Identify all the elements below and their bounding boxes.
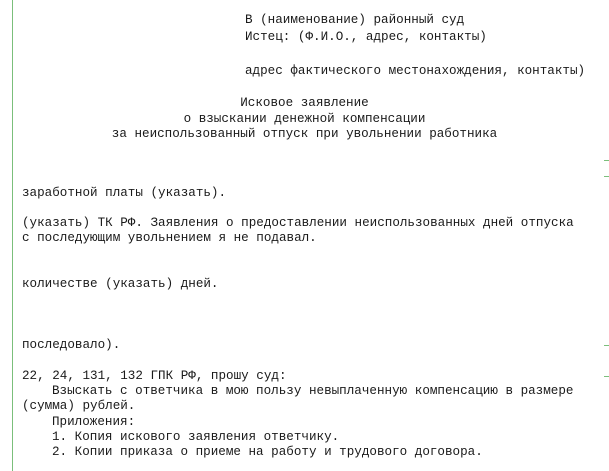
document-subtitle: за неиспользованный отпуск при увольнении работника <box>111 127 498 141</box>
body-line: (указать) ТК РФ. Заявления о предоставлении неиспользованных дней отпуска <box>22 216 574 230</box>
document-subtitle: о взыскании денежной компенсации <box>183 112 426 126</box>
document-title: Исковое заявление <box>240 96 369 110</box>
right-margin-tick <box>604 160 609 161</box>
body-line: последовало). <box>22 338 121 352</box>
body-line: заработной платы (указать). <box>22 186 227 200</box>
body-line <box>22 170 604 185</box>
left-margin-rule <box>12 0 13 471</box>
plaintiff-line: Истец: (Ф.И.О., адрес, контакты) <box>245 30 487 44</box>
body-line <box>52 246 604 261</box>
body-line <box>52 292 604 307</box>
body-line <box>52 354 604 369</box>
body-line: с последующим увольнением я не подавал. <box>22 231 317 245</box>
body-line <box>22 262 604 277</box>
right-margin-tick <box>604 176 609 177</box>
defendant-address-line: адрес фактического местонахождения, контакты) <box>245 64 586 78</box>
court-line: В (наименование) районный суд <box>245 13 465 27</box>
body-line: 22, 24, 131, 132 ГПК РФ, прошу суд: <box>22 369 287 383</box>
body-line <box>52 155 604 170</box>
body-line <box>52 201 604 216</box>
right-margin-tick <box>604 376 609 377</box>
body-line: Взыскать с ответчика в мою пользу невыплаченную компенсацию в размере <box>52 384 574 398</box>
attachment-item: 1. Копия искового заявления ответчику. <box>52 430 340 444</box>
attachment-item: 2. Копии приказа о приеме на работу и трудового договора. <box>52 445 483 459</box>
body-line <box>22 322 604 337</box>
right-margin-tick <box>604 345 609 346</box>
body-line: (сумма) рублей. <box>22 399 136 413</box>
defendant-line <box>245 47 604 62</box>
attachment-item <box>52 460 604 471</box>
body-line: количестве (указать) дней. <box>22 277 219 291</box>
attachments-heading: Приложения: <box>52 415 136 429</box>
body-line <box>22 307 604 322</box>
